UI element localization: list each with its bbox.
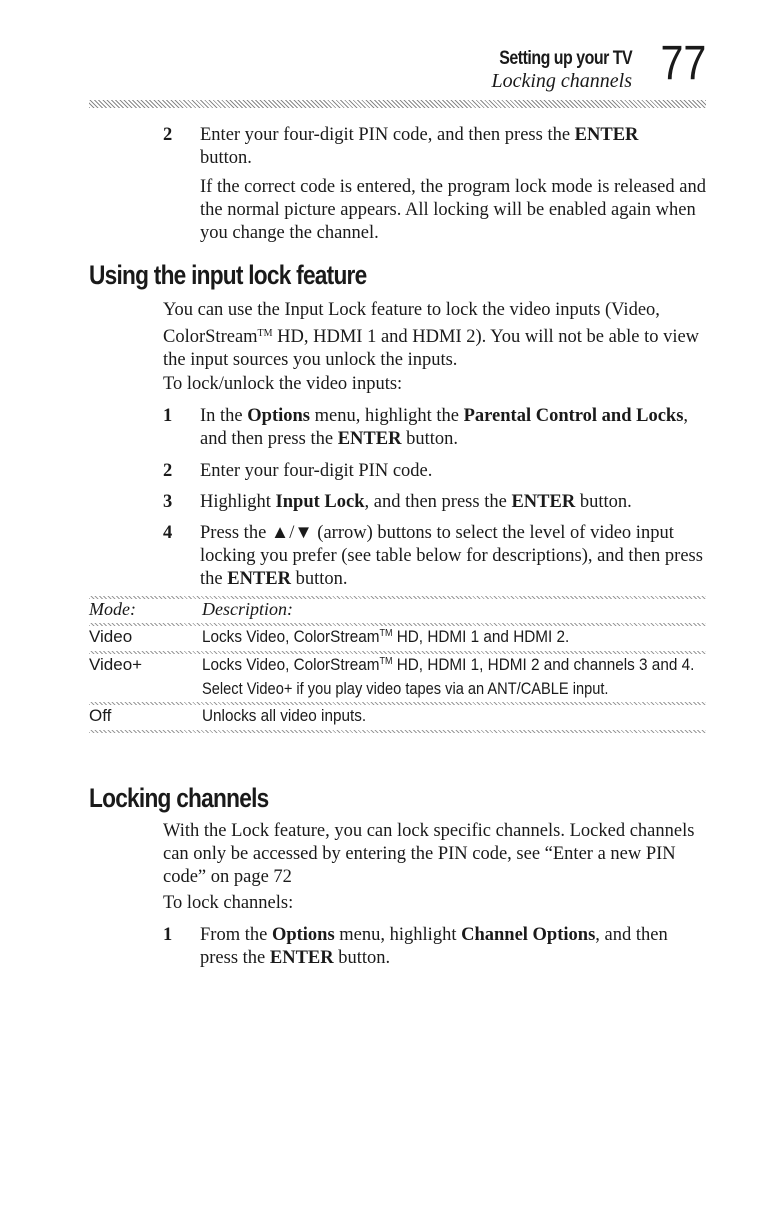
section-heading-locking-channels: Locking channels bbox=[89, 783, 269, 813]
header-rule bbox=[89, 100, 706, 108]
table-cell-mode: Video bbox=[89, 627, 133, 646]
locking-channels-lead: To lock channels: bbox=[163, 893, 294, 913]
running-header-section: Setting up your TV bbox=[499, 48, 632, 69]
table-cell-description-note: Select Video+ if you play video tapes via an ANT/CABLE input. bbox=[202, 679, 609, 698]
section-heading-input-lock: Using the input lock feature bbox=[89, 260, 367, 290]
step-text: Enter your four-digit PIN code, and then press the ENTER button. bbox=[200, 125, 639, 168]
intro-step-note: If the correct code is entered, the program lock mode is released and the normal picture appears. All locking will be enabled again when you change the channel. bbox=[200, 177, 706, 243]
step-number: 2 bbox=[163, 125, 173, 145]
page-number: 77 bbox=[660, 37, 706, 90]
table-cell-mode: Video+ bbox=[89, 655, 143, 674]
table-cell-description: Unlocks all video inputs. bbox=[202, 706, 367, 725]
table-rule bbox=[89, 651, 706, 654]
table-cell-mode: Off bbox=[89, 706, 112, 725]
table-rule bbox=[89, 702, 706, 705]
table-cell-description: Locks Video, ColorStream™ HD, HDMI 1, HDMI 2 and channels 3 and 4. bbox=[202, 655, 695, 674]
input-lock-lead: To lock/unlock the video inputs: bbox=[163, 374, 403, 394]
table-rule bbox=[89, 730, 706, 733]
table-cell-description: Locks Video, ColorStream™ HD, HDMI 1 and HDMI 2. bbox=[202, 627, 570, 646]
table-rule bbox=[89, 596, 706, 599]
table-header-mode: Mode: bbox=[89, 599, 136, 619]
table-header-description: Description: bbox=[202, 599, 293, 619]
table-rule bbox=[89, 623, 706, 626]
running-header-subsection: Locking channels bbox=[491, 70, 632, 92]
locking-channels-intro: With the Lock feature, you can lock specific channels. Locked channels can only be accessed by entering the PIN code, see “Enter a new PIN code” on page 72 bbox=[163, 821, 695, 887]
input-lock-intro: You can use the Input Lock feature to lock the video inputs (Video, ColorStream™ HD, HDMI 1 and HDMI 2). You will not be able to view the input sources you unlock the inputs. bbox=[163, 300, 700, 370]
